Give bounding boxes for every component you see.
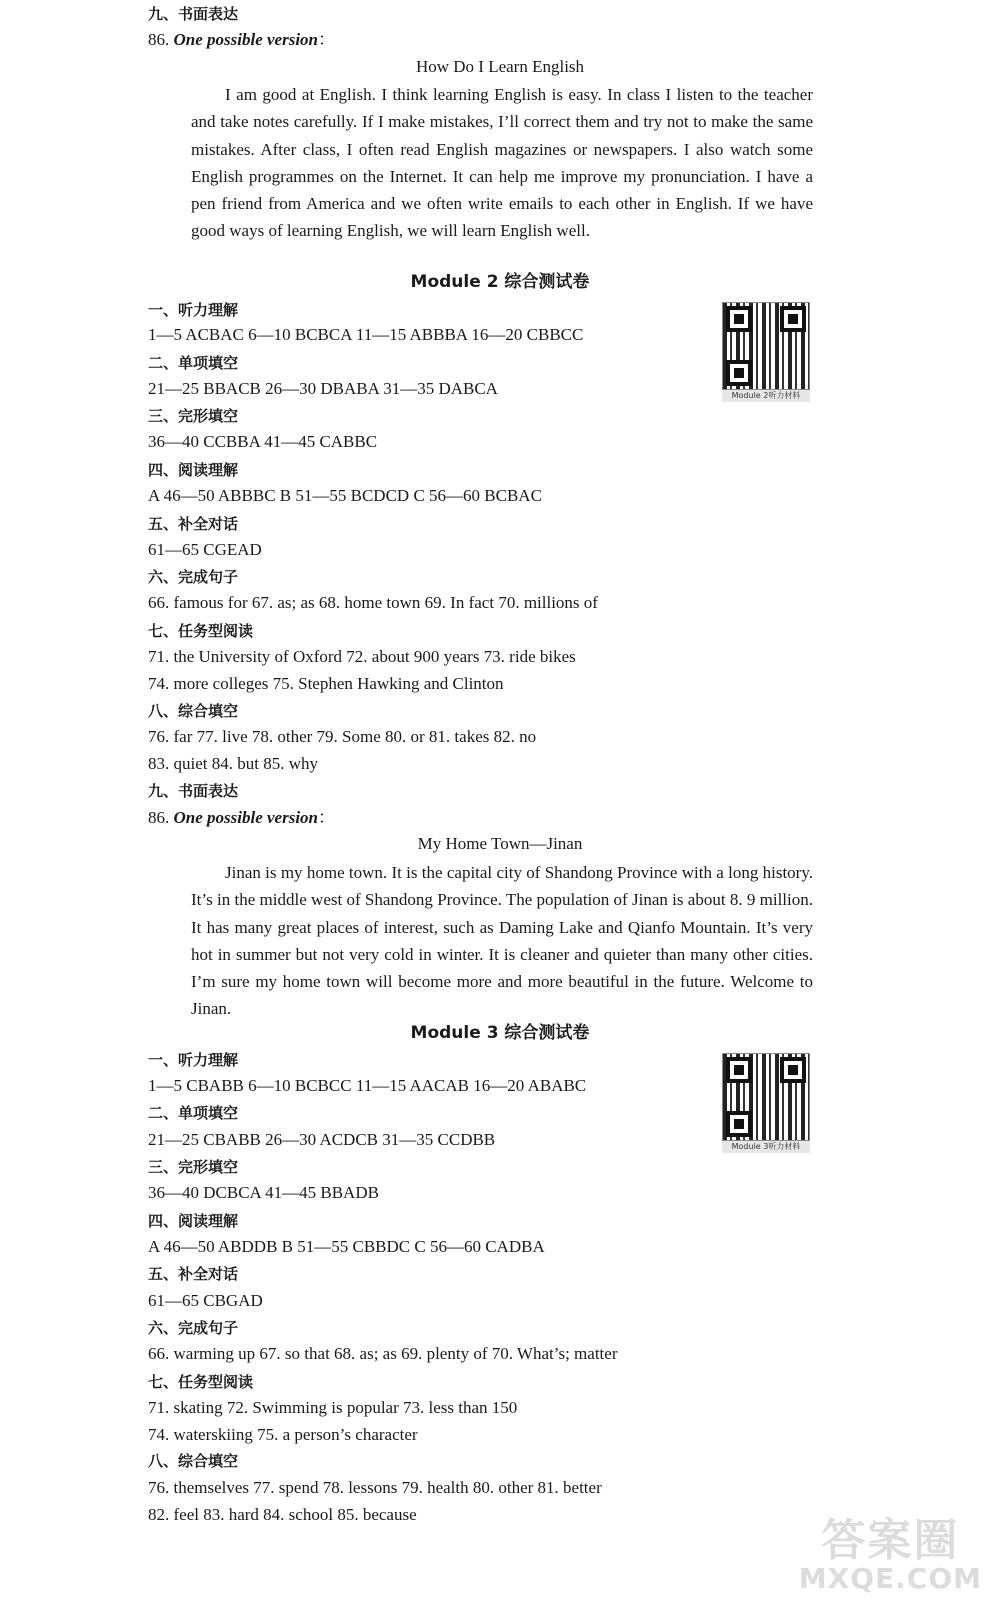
- answer-line: 21—25 CBABB 26—30 ACDCB 31—35 CCDBB: [148, 1130, 496, 1149]
- section-heading: 六、完成句子: [148, 568, 239, 586]
- version-colon: ：: [318, 30, 335, 49]
- answer-line: 66. famous for 67. as; as 68. home town 69. In fact 70. millions of: [148, 593, 598, 612]
- answer-line: 66. warming up 67. so that 68. as; as 69. plenty of 70. What’s; matter: [148, 1344, 618, 1363]
- answer-line: 21—25 BBACB 26—30 DBABA 31—35 DABCA: [148, 379, 498, 398]
- question-number: 86.: [148, 30, 170, 49]
- answer-line: A 46—50 ABBBC B 51—55 BCDCD C 56—60 BCBAC: [148, 486, 542, 505]
- watermark-line2: MXQE.COM: [798, 1562, 982, 1595]
- answer-line: 71. the University of Oxford 72. about 900 years 73. ride bikes: [148, 647, 576, 666]
- answer-line: 76. themselves 77. spend 78. lessons 79. health 80. other 81. better: [148, 1478, 602, 1497]
- answer-line: 36—40 DCBCA 41—45 BBADB: [148, 1183, 379, 1202]
- essay-title: My Home Town—Jinan: [417, 834, 583, 853]
- question-number: 86.: [148, 808, 170, 827]
- answer-line: 1—5 ACBAC 6—10 BCBCA 11—15 ABBBA 16—20 CBBCC: [148, 325, 584, 344]
- answer-line: A 46—50 ABDDB B 51—55 CBBDC C 56—60 CADBA: [148, 1237, 545, 1256]
- answer-line: 61—65 CBGAD: [148, 1291, 263, 1310]
- essay-title: How Do I Learn English: [415, 57, 585, 76]
- answer-line: 74. more colleges 75. Stephen Hawking and Clinton: [148, 674, 504, 693]
- answer-line: 76. far 77. live 78. other 79. Some 80. or 81. takes 82. no: [148, 727, 537, 746]
- section-heading: 六、完成句子: [148, 1319, 239, 1337]
- module-title: Module 2 综合测试卷: [410, 272, 590, 292]
- section-heading: 八、综合填空: [148, 1452, 239, 1470]
- section-heading: 二、单项填空: [148, 1104, 239, 1122]
- version-label: One possible version: [173, 30, 318, 49]
- answer-line: 36—40 CCBBA 41—45 CABBC: [148, 432, 378, 451]
- version-label: One possible version: [173, 808, 318, 827]
- section-heading: 七、任务型阅读: [148, 622, 254, 640]
- section-heading: 三、完形填空: [148, 1158, 239, 1176]
- qr-caption: Module 2听力材料: [722, 390, 810, 402]
- version-colon: ：: [318, 808, 335, 827]
- essay-body: Jinan is my home town. It is the capital city of Shandong Province with a long history. It’s in the middle west of Shandong Province. The population of Jinan is about 8. 9 million. It has many great places of interest, such as Daming Lake and Qianfo Mountain. It’s very hot in summer but not very cold in winter. It is cleaner and quieter than many other cities. I’m sure my home town will become more and more beautiful in the future. Welcome to Jinan.: [191, 863, 813, 1019]
- qr-code[interactable]: [722, 302, 810, 402]
- module-title: Module 3 综合测试卷: [410, 1023, 590, 1043]
- answer-line: 82. feel 83. hard 84. school 85. because: [148, 1505, 417, 1524]
- answer-line: 83. quiet 84. but 85. why: [148, 754, 318, 773]
- version-line: [148, 806, 335, 830]
- answer-line: 1—5 CBABB 6—10 BCBCC 11—15 AACAB 16—20 ABABC: [148, 1076, 587, 1095]
- qr-pattern: [722, 1053, 810, 1141]
- section-heading: 七、任务型阅读: [148, 1373, 254, 1391]
- section-heading: 一、听力理解: [148, 1051, 239, 1069]
- section-heading: 一、听力理解: [148, 301, 239, 319]
- qr-caption: Module 3听力材料: [722, 1141, 810, 1153]
- section-heading: 九、书面表达: [148, 5, 239, 23]
- watermark-line1: 答案圈: [821, 1515, 960, 1566]
- essay-body: I am good at English. I think learning English is easy. In class I listen to the teacher and take notes carefully. If I make mistakes, I’ll correct them and try not to make the same mistakes. After class, I often read English magazines or newspapers. I also watch some English programmes on the Internet. It can help me improve my pronunciation. I have a pen friend from America and we often write emails to each other in English. If we have good ways of learning English, we will learn English well.: [191, 85, 813, 241]
- section-heading: 五、补全对话: [148, 1265, 239, 1283]
- section-heading: 五、补全对话: [148, 515, 239, 533]
- section-heading: 二、单项填空: [148, 354, 239, 372]
- version-line: [148, 28, 335, 52]
- section-heading: 四、阅读理解: [148, 461, 239, 479]
- section-heading: 八、综合填空: [148, 702, 239, 720]
- answer-line: 74. waterskiing 75. a person’s character: [148, 1425, 418, 1444]
- answer-line: 71. skating 72. Swimming is popular 73. less than 150: [148, 1398, 518, 1417]
- section-heading: 三、完形填空: [148, 407, 239, 425]
- section-heading: 九、书面表达: [148, 782, 239, 800]
- watermark-logo: [798, 1515, 982, 1595]
- qr-code[interactable]: [722, 1053, 810, 1153]
- section-heading: 四、阅读理解: [148, 1212, 239, 1230]
- answer-line: 61—65 CGEAD: [148, 540, 262, 559]
- qr-pattern: [722, 302, 810, 390]
